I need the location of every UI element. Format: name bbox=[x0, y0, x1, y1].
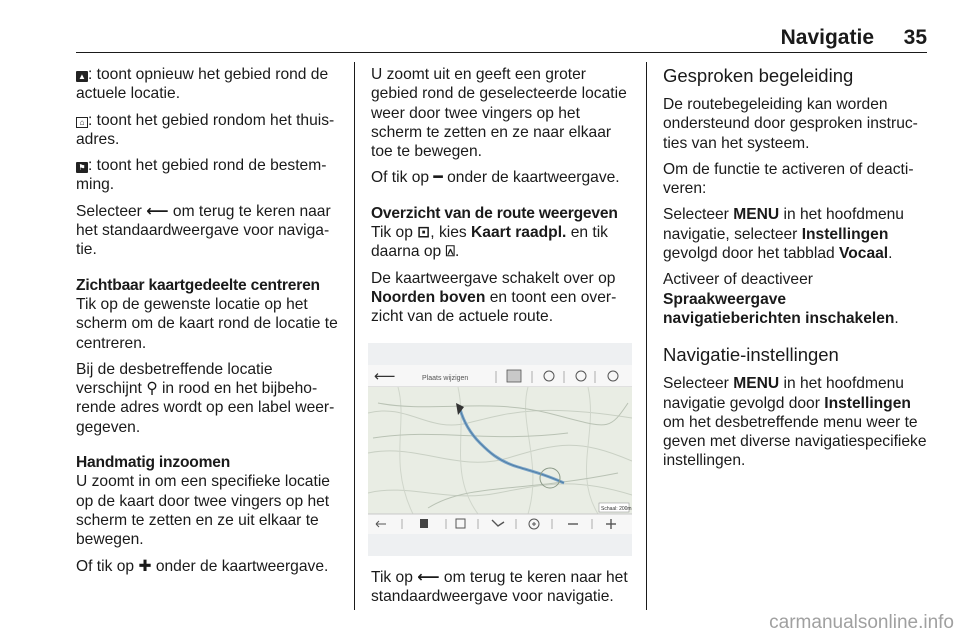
map-screenshot bbox=[368, 343, 632, 556]
column-divider-1 bbox=[354, 62, 355, 610]
section-heading-zoom-in: Handmatig inzoomen U zoomt in om een specifieke locatie op de kaart door twee vingers op het scherm te zetten en ze uit elkaar te bewegen. bbox=[76, 454, 330, 549]
section-title-voice-guidance: Gesproken begeleiding bbox=[663, 65, 854, 86]
section-title-navigation-settings: Navigatie-instellingen bbox=[663, 344, 839, 366]
section-heading-center: Zichtbaar kaartgedeelte centreren Tik op de gewenste locatie op het scherm om de kaart rond de locatie te centreren. bbox=[76, 276, 338, 352]
paragraph-north-up: De kaartweergave schakelt over op Noorden boven en toont een overzicht van de actuele route. bbox=[371, 269, 617, 326]
paragraph-zoom-in-button: Of tik op ✚ onder de kaartweergave. bbox=[76, 557, 329, 575]
destination-icon: ⚑ bbox=[76, 162, 88, 173]
vehicle-location-icon: ▲ bbox=[76, 71, 88, 82]
paragraph-home: ⌂ : toont het gebied rondom het thuisadres. bbox=[76, 111, 335, 148]
watermark: carmanualsonline.info bbox=[769, 612, 954, 633]
paragraph-destination: ⚑ : toont het gebied rond de bestemming. bbox=[76, 157, 327, 194]
page-header bbox=[0, 0, 960, 50]
home-icon: ⌂ bbox=[76, 117, 88, 128]
column-divider-2 bbox=[646, 62, 647, 610]
column-3 bbox=[663, 65, 927, 478]
paragraph-settings: Selecteer MENU in het hoofdmenu navigatie gevolgd door Instellingen om het desbetreffende menu weer te geven met diverse navigatiespecifieke instellingen. bbox=[663, 375, 927, 470]
map-scale: Schaal: 200m bbox=[601, 505, 632, 512]
column-1 bbox=[76, 65, 342, 583]
minus-icon: ━ bbox=[433, 169, 443, 187]
location-pin-icon: ⚲ bbox=[146, 380, 158, 398]
map-back-icon: ⟵ bbox=[374, 366, 396, 385]
back-arrow-icon: ⟵ bbox=[146, 202, 169, 220]
header-divider bbox=[76, 52, 927, 53]
paragraph-voice-activate: Om de functie te activeren of deactiveren: bbox=[663, 160, 914, 198]
paragraph-vehicle-location: ▲ : toont opnieuw het gebied rond de actuele locatie. bbox=[76, 66, 329, 103]
column-2 bbox=[371, 65, 634, 613]
paragraph-zoom-out-button: Of tik op ━ onder de kaartweergave. bbox=[371, 169, 620, 187]
paragraph-voice-menu: Selecteer MENU in het hoofdmenu navigatie, selecteer Instellingen gevolgd door het tabblad Vocaal. bbox=[663, 206, 904, 263]
page-number: 35 bbox=[903, 26, 927, 49]
page-title: Navigatie bbox=[780, 26, 874, 49]
route-options-icon: ⊡ bbox=[417, 224, 431, 242]
paragraph-voice-intro: De routebegeleiding kan worden ondersteund door gesproken instructies van het systeem. bbox=[663, 96, 918, 152]
north-up-icon: ⍓ bbox=[445, 243, 455, 261]
map-title: Plaats wijzigen bbox=[422, 374, 469, 382]
back-arrow-icon: ⟵ bbox=[417, 568, 440, 586]
paragraph-zoom-out: U zoomt uit en geeft een groter gebied rond de geselecteerde locatie weer door twee vingers op het scherm te zetten en ze naar elkaar toe te bewegen. bbox=[371, 66, 627, 161]
paragraph-voice-toggle: Activeer of deactiveer Spraakweergave navigatieberichten inschakelen. bbox=[663, 271, 899, 327]
paragraph-marker: Bij de desbetreffende locatie verschijnt ⚲ in rood en het bijbehorende adres wordt op een label weergegeven. bbox=[76, 360, 335, 436]
plus-icon: ✚ bbox=[138, 557, 152, 575]
map-screenshot-figure bbox=[368, 343, 632, 556]
section-heading-overview: Overzicht van de route weergeven Tik op ⊡, kies Kaart raadpl. en tik daarna op ⍓. bbox=[371, 204, 618, 261]
paragraph-back: Selecteer ⟵ om terug te keren naar het standaardweergave voor navigatie. bbox=[76, 202, 331, 259]
paragraph-back-to-standard: Tik op ⟵ om terug te keren naar het standaardweergave voor navigatie. bbox=[371, 568, 628, 605]
